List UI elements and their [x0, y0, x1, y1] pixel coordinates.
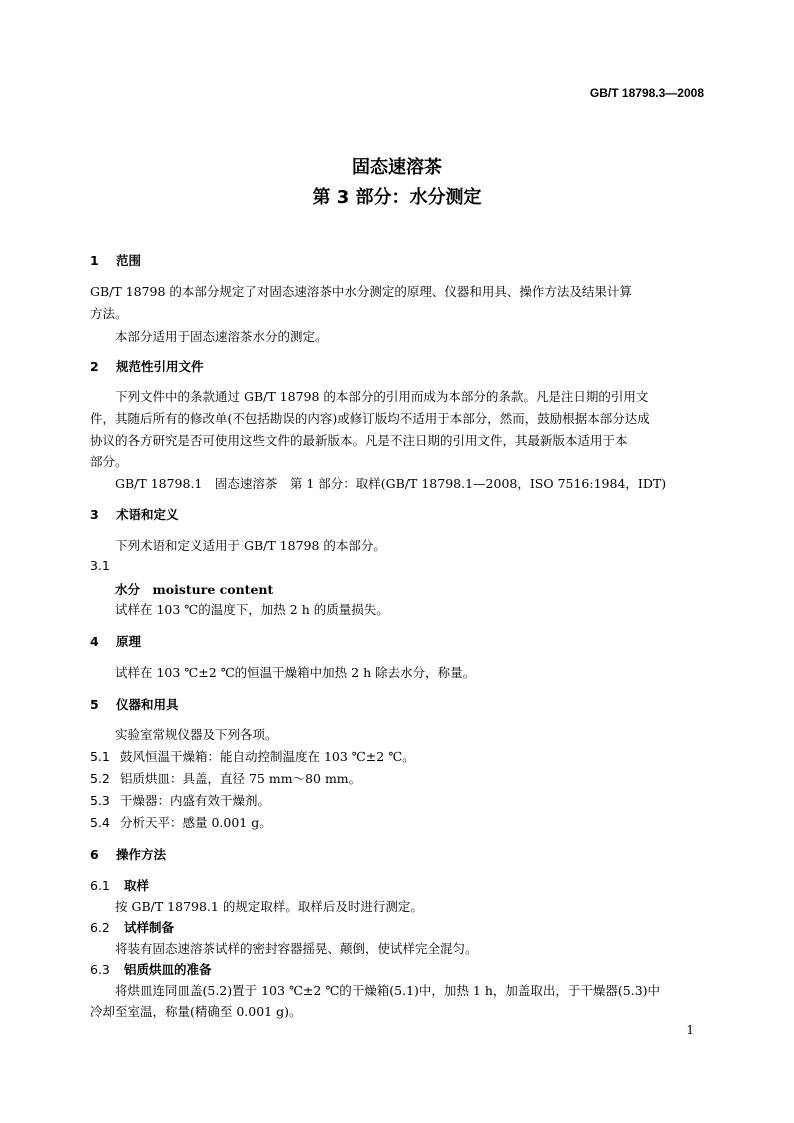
section-4-heading: 4 原理 — [90, 634, 142, 649]
clause-6-2-text: 将装有固态速溶茶试样的密封容器摇晃、颠倒，使试样完全混匀。 — [115, 941, 478, 956]
clause-6-1-text: 按 GB/T 18798.1 的规定取样。取样后及时进行测定。 — [115, 899, 423, 914]
standard-number: GB/T 18798.3—2008 — [589, 86, 704, 100]
section-1-scope: 本部分适用于固态速溶茶水分的测定。 — [115, 329, 328, 344]
document-title: 固态速溶茶 — [352, 157, 442, 178]
clause-6-3-line1: 将烘皿连同皿盖(5.2)置于 103 ℃±2 ℃的干燥箱(5.1)中，加热 1 h，加盖取出，于干燥器(5.3)中 — [115, 983, 661, 998]
section-6-heading: 6 操作方法 — [90, 847, 167, 862]
section-5-heading: 5 仪器和用具 — [90, 697, 179, 712]
term-definition: 试样在 103 ℃的温度下，加热 2 h 的质量损失。 — [115, 602, 389, 617]
clause-3-1-number: 3.1 — [90, 558, 110, 573]
section-2-line4: 部分。 — [90, 454, 128, 469]
document-subtitle: 第 3 部分：水分测定 — [312, 187, 482, 208]
apparatus-item: 5.1 鼓风恒温干燥箱：能自动控制温度在 103 ℃±2 ℃。 — [90, 749, 415, 764]
section-2-line2: 件，其随后所有的修改单(不包括勘误的内容)或修订版均不适用于本部分，然而，鼓励根据本部分达成 — [90, 411, 650, 426]
section-2-line1: 下列文件中的条款通过 GB/T 18798 的本部分的引用而成为本部分的条款。凡是注日期的引用文 — [115, 389, 649, 404]
section-3-heading: 3 术语和定义 — [90, 507, 179, 522]
normative-reference: GB/T 18798.1 固态速溶茶 第 1 部分：取样(GB/T 18798.1—2008，ISO 7516:1984，IDT) — [115, 476, 667, 491]
section-1-paragraph-line2: 方法。 — [90, 306, 128, 321]
page-number: 1 — [686, 1023, 694, 1037]
section-5-intro: 实验室常规仪器及下列各项。 — [115, 727, 278, 742]
apparatus-item: 5.4 分析天平：感量 0.001 g。 — [90, 815, 272, 830]
clause-6-3-heading: 6.3 铝质烘皿的准备 — [90, 962, 212, 977]
section-1-heading: 1 范围 — [90, 253, 142, 268]
section-3-intro: 下列术语和定义适用于 GB/T 18798 的本部分。 — [115, 538, 386, 553]
term-entry: 水分 moisture content — [115, 582, 274, 597]
principle-text: 试样在 103 ℃±2 ℃的恒温干燥箱中加热 2 h 除去水分，称量。 — [115, 665, 476, 680]
section-2-line3: 协议的各方研究是否可使用这些文件的最新版本。凡是不注日期的引用文件，其最新版本适用于本 — [90, 433, 628, 448]
apparatus-item: 5.2 铝质烘皿：具盖，直径 75 mm～80 mm。 — [90, 771, 362, 786]
section-2-heading: 2 规范性引用文件 — [90, 359, 204, 374]
apparatus-item: 5.3 干燥器：内盛有效干燥剂。 — [90, 793, 271, 808]
clause-6-3-line2: 冷却至室温，称量(精确至 0.001 g)。 — [90, 1004, 302, 1019]
section-1-paragraph-line1: GB/T 18798 的本部分规定了对固态速溶茶中水分测定的原理、仪器和用具、操作方法及结果计算 — [90, 284, 632, 299]
clause-6-1-heading: 6.1 取样 — [90, 878, 150, 893]
clause-6-2-heading: 6.2 试样制备 — [90, 920, 175, 935]
